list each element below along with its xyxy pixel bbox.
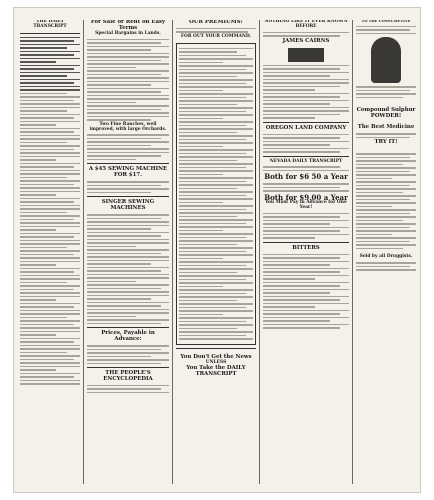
headline-prices: Prices, Payable in Advance:: [101, 330, 155, 343]
headline-nothing-like-it: NOTHING LIKE IT EVER KNOWN BEFORE: [264, 20, 348, 29]
headline-bargains: Special Bargains in Lands.: [95, 30, 161, 36]
headline-both-650: Both for $6 50 a Year: [264, 172, 348, 182]
store-engraving: [288, 48, 324, 62]
headline-sold-druggists: Sold by all Druggists.: [359, 254, 413, 260]
column-rule: [259, 20, 260, 484]
column-3: [176, 20, 256, 484]
column-rule: [83, 20, 84, 484]
headline-oregon-land: OREGON LAND COMPANY: [265, 124, 347, 131]
headline-try-it: TRY IT!: [374, 139, 398, 146]
column-rule: [172, 20, 173, 484]
headline-take-transcript: You Take the DAILY TRANSCRIPT: [186, 364, 246, 377]
headline-bitters: BITTERS: [292, 244, 320, 251]
headline-command: FOR OUT YOUR COMMAND.: [180, 33, 252, 39]
headline-powder: POWDER!: [370, 113, 402, 120]
headline-premiums: OUR PREMIUMS!: [189, 20, 243, 25]
headline-james-cairns: JAMES CAIRNS: [282, 37, 330, 44]
headline-encyclopedia: THE PEOPLE'S ENCYCLOPEDIA: [103, 370, 153, 382]
headline-sewing-machine: A $45 SEWING MACHINE FOR $17.: [88, 166, 168, 179]
headline-compound-sulphur: Compound Sulphur: [356, 107, 416, 114]
headline-best-medicine: The Best Medicine: [357, 124, 415, 131]
column-5: [356, 20, 416, 484]
headline-both-900: Both for $9.00 a Year: [264, 192, 348, 202]
newspaper-page: [14, 8, 420, 492]
column-4: [263, 20, 349, 484]
headline-singer: SINGER SEWING MACHINES: [101, 199, 155, 212]
column-1: [20, 20, 80, 484]
premium-list: [176, 43, 256, 345]
headline-pay-advance: You Must Pay in Advance for One Year!: [265, 200, 347, 211]
headline-ranches: Two Fine Ranches, well improved, with large Orchards.: [89, 121, 167, 132]
headline-consumptive: TO THE CONSUMPTIVE: [361, 20, 411, 23]
portrait-engraving: [371, 37, 401, 83]
column-2: [87, 20, 169, 484]
headline-for-sale: For Sale or Rent on Easy Terms: [90, 20, 166, 31]
column-rule: [352, 20, 353, 484]
column-1-text: [20, 37, 80, 385]
headline-news: You Don't Get the News: [180, 353, 252, 360]
headline-nevada-transcript: NEVADA DAILY TRANSCRIPT: [269, 158, 343, 164]
masthead-title: THE DAILY TRANSCRIPT: [33, 20, 67, 29]
headline-unless: UNLESS: [205, 359, 227, 365]
